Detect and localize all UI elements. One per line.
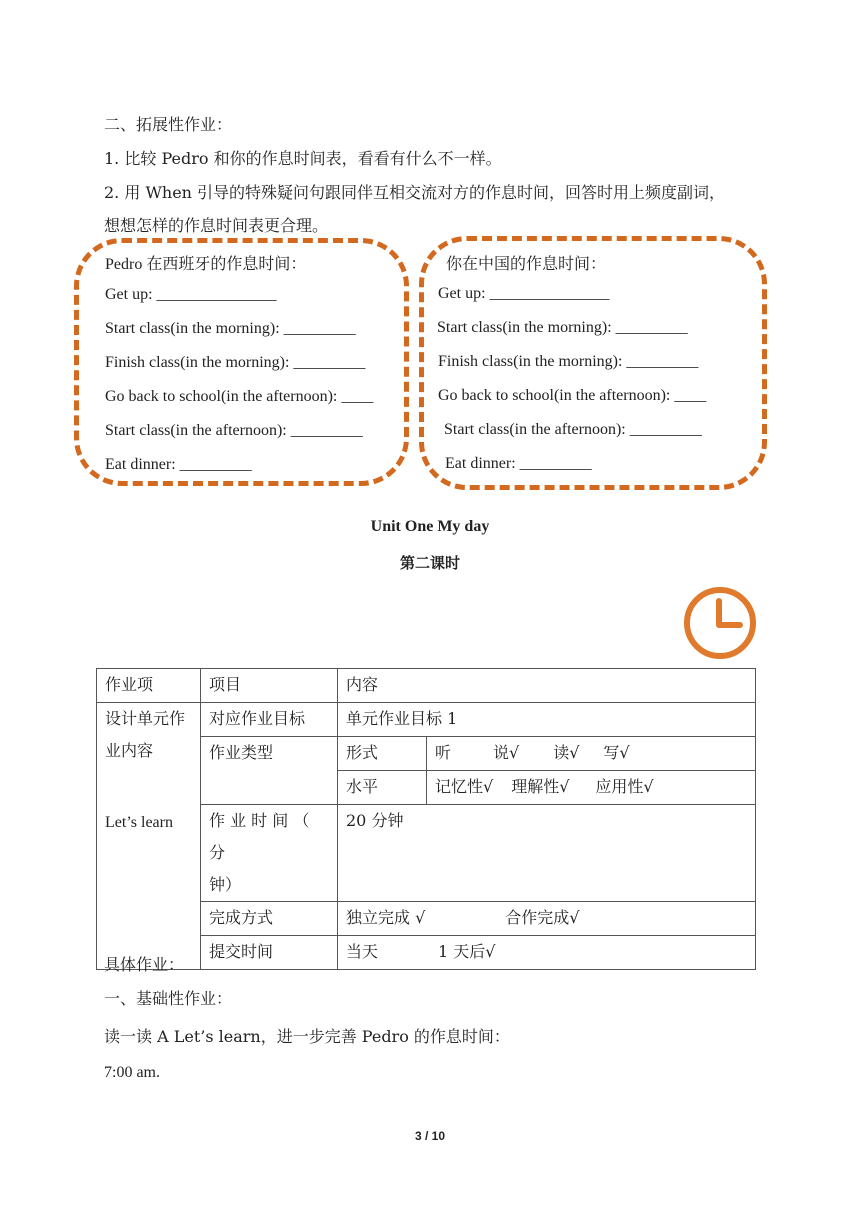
submit-label: 提交时间 xyxy=(201,936,338,970)
form-read: 读√ xyxy=(553,743,580,762)
header-item: 作业项 xyxy=(97,669,201,703)
type-label: 作业类型 xyxy=(201,737,338,805)
extended-item-2-line-1: 2. 用 When 引导的特殊疑问句跟同伴互相交流对方的作息时间，回答时用上频度副词， xyxy=(104,183,726,202)
form-listen: 听 xyxy=(435,743,452,762)
form-write: 写√ xyxy=(603,743,630,762)
level-understand: 理解性√ xyxy=(511,777,570,796)
lets-learn-label: Let’s learn xyxy=(105,814,173,831)
form-options xyxy=(427,737,756,771)
extended-item-2-line-2: 想想怎样的作息时间表更合理。 xyxy=(104,216,329,235)
time-value: 20 分钟 xyxy=(338,805,756,902)
pedro-row-eat-dinner: Eat dinner: _________ xyxy=(105,456,252,473)
basic-instruction: 读一读 A Let’s learn，进一步完善 Pedro 的作息时间： xyxy=(104,1027,510,1046)
basic-homework-heading: 一、基础性作业： xyxy=(104,989,233,1008)
pedro-row-go-back: Go back to school(in the afternoon): ____ xyxy=(105,388,374,405)
china-row-eat-dinner: Eat dinner: _________ xyxy=(445,455,592,472)
pedro-schedule-box xyxy=(74,238,409,486)
unit-content-line-1: 设计单元作 xyxy=(105,709,186,728)
level-options xyxy=(427,771,756,805)
mode-independent: 独立完成 √ xyxy=(346,908,426,927)
china-row-go-back: Go back to school(in the afternoon): ____ xyxy=(438,387,707,404)
target-value: 单元作业目标 1 xyxy=(338,703,756,737)
specific-homework-heading: 具体作业： xyxy=(104,955,185,974)
unit-content-line-2: 业内容 xyxy=(105,741,154,760)
time-label-line-1: 作 业 时 间 （ 分 xyxy=(209,811,310,862)
page-number: 3 / 10 xyxy=(414,1129,446,1143)
pedro-box-title: Pedro 在西班牙的作息时间： xyxy=(105,256,307,273)
china-box-title: 你在中国的作息时间： xyxy=(446,256,607,273)
pedro-row-get-up: Get up: _______________ xyxy=(105,286,277,303)
lesson-title: 第二课时 xyxy=(399,554,460,572)
extended-item-1: 1. 比较 Pedro 和你的作息时间表，看看有什么不一样。 xyxy=(104,149,502,168)
homework-design-table xyxy=(96,668,756,970)
level-memory: 记忆性√ xyxy=(435,777,494,796)
header-project: 项目 xyxy=(201,669,338,703)
time-label xyxy=(201,805,338,902)
china-row-start-morning: Start class(in the morning): _________ xyxy=(437,319,688,336)
china-schedule-box xyxy=(419,236,767,490)
target-label: 对应作业目标 xyxy=(201,703,338,737)
form-say: 说√ xyxy=(493,743,520,762)
submit-same-day: 当天 xyxy=(346,942,379,961)
level-apply: 应用性√ xyxy=(595,777,654,796)
time-entry: 7:00 am. xyxy=(104,1064,160,1081)
header-content: 内容 xyxy=(338,669,756,703)
unit-content-cell xyxy=(97,703,201,970)
china-row-finish-morning: Finish class(in the morning): _________ xyxy=(438,353,699,370)
extended-homework-heading: 二、拓展性作业： xyxy=(104,115,233,134)
china-row-start-afternoon: Start class(in the afternoon): _________ xyxy=(444,421,702,438)
clock-icon xyxy=(682,585,758,661)
submit-options xyxy=(338,936,756,970)
pedro-row-start-afternoon: Start class(in the afternoon): _________ xyxy=(105,422,363,439)
level-label: 水平 xyxy=(338,771,427,805)
form-label: 形式 xyxy=(338,737,427,771)
mode-options xyxy=(338,902,756,936)
submit-next-day: 1 天后√ xyxy=(438,942,496,961)
time-label-line-2: 钟） xyxy=(209,875,242,894)
pedro-row-finish-morning: Finish class(in the morning): _________ xyxy=(105,354,366,371)
china-row-get-up: Get up: _______________ xyxy=(438,285,610,302)
unit-title: Unit One My day xyxy=(370,518,490,535)
mode-label: 完成方式 xyxy=(201,902,338,936)
pedro-row-start-morning: Start class(in the morning): _________ xyxy=(105,320,356,337)
mode-cooperate: 合作完成√ xyxy=(505,908,580,927)
